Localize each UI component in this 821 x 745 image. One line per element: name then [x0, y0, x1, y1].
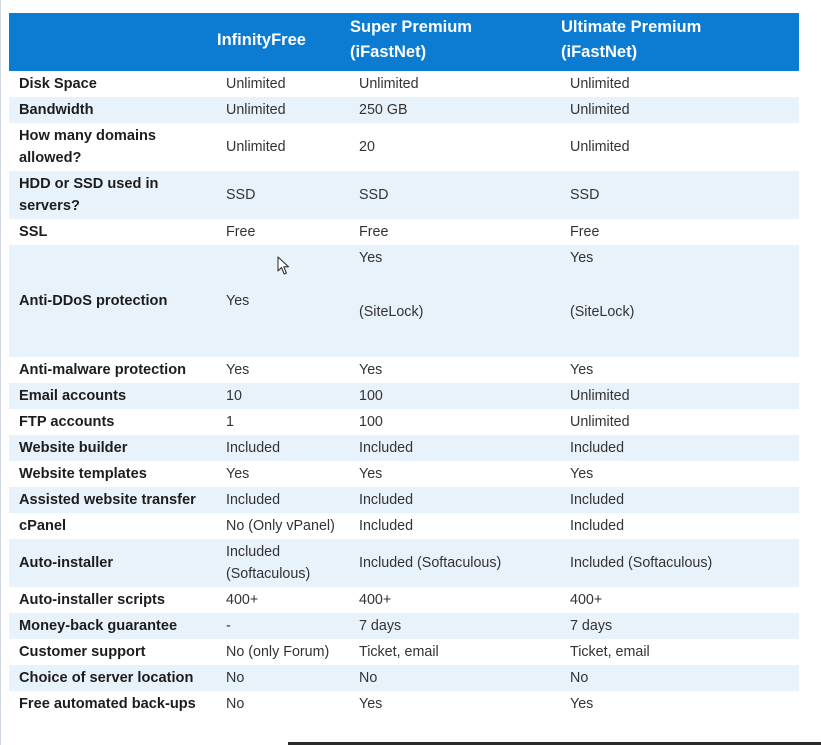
- header-super-premium: Super Premium (iFastNet): [350, 13, 561, 71]
- row-label: Website templates: [19, 466, 147, 482]
- table-row: [9, 613, 799, 639]
- ddos-gap: [359, 323, 561, 355]
- row-label: Bandwidth: [9, 97, 217, 123]
- table-header-row: [9, 13, 799, 71]
- cell-ultimate-premium: Unlimited: [570, 414, 630, 430]
- table-row: [9, 639, 799, 665]
- row-label: Free automated back-ups: [19, 696, 196, 712]
- cell-ultimate-premium: No: [561, 665, 799, 691]
- cell-super-premium: Ticket, email: [359, 644, 439, 660]
- cell-infinityfree: No (Only vPanel): [226, 518, 335, 534]
- cell-ultimate-premium: Yes: [570, 362, 594, 378]
- ddos-gap: [359, 269, 561, 301]
- cell-ultimate-premium: Included: [561, 487, 799, 513]
- cell-super-premium: 7 days: [350, 613, 561, 639]
- table-row: [9, 97, 799, 123]
- table-row: [9, 219, 799, 245]
- table-row: [9, 539, 799, 587]
- ddos-ultimate-first: Yes: [570, 250, 594, 266]
- table-row: [9, 461, 799, 487]
- cell-ultimate-premium: SSD: [561, 171, 799, 219]
- ddos-super-first: Yes: [359, 250, 383, 266]
- row-label: Anti-malware protection: [19, 362, 187, 378]
- row-label: Disk Space: [19, 76, 97, 92]
- cell-ultimate-premium: Included: [570, 518, 625, 534]
- table-row: [9, 357, 799, 383]
- table-row: [9, 691, 799, 717]
- cell-infinityfree: 10: [217, 383, 350, 409]
- cell-super-premium: Free: [359, 224, 389, 240]
- cell-super-premium: SSD: [350, 171, 561, 219]
- cell-super-premium: 100: [350, 383, 561, 409]
- table-row: [9, 383, 799, 409]
- cell-infinityfree: -: [217, 613, 350, 639]
- row-label: HDD or SSD used in servers?: [9, 171, 217, 219]
- cell-super-premium: Yes: [359, 696, 383, 712]
- cell-ultimate-premium: 400+: [570, 592, 603, 608]
- cell-super-premium: Yes: [359, 466, 383, 482]
- row-label: Email accounts: [9, 383, 217, 409]
- cell-super-premium: Unlimited: [359, 76, 419, 92]
- cell-infinityfree: No: [226, 696, 245, 712]
- cell-infinityfree: 400+: [226, 592, 259, 608]
- ddos-gap: [570, 323, 799, 355]
- cell-super-premium: [350, 245, 561, 357]
- cell-infinityfree: Unlimited: [217, 97, 350, 123]
- row-label: Choice of server location: [9, 665, 217, 691]
- row-label: Website builder: [9, 435, 217, 461]
- cell-infinityfree: Yes: [217, 245, 350, 357]
- cell-ultimate-premium: Ticket, email: [570, 644, 650, 660]
- row-label: SSL: [19, 224, 48, 240]
- header-infinityfree: InfinityFree: [217, 13, 350, 71]
- cell-super-premium: Included: [350, 487, 561, 513]
- left-border: [0, 0, 1, 745]
- cell-ultimate-premium: Unlimited: [561, 383, 799, 409]
- table-row: [9, 71, 799, 97]
- table-row: [9, 123, 799, 171]
- row-label: Auto-installer scripts: [19, 592, 165, 608]
- hosting-comparison-table: [9, 13, 799, 717]
- cell-super-premium: 20: [359, 139, 375, 155]
- header-feature: [9, 13, 217, 71]
- cell-super-premium: Included: [350, 435, 561, 461]
- cell-super-premium: No: [350, 665, 561, 691]
- cell-ultimate-premium: Included: [561, 435, 799, 461]
- cell-infinityfree: Unlimited: [226, 139, 286, 155]
- cell-super-premium: 400+: [359, 592, 392, 608]
- ddos-gap: [570, 269, 799, 301]
- table-row: [9, 435, 799, 461]
- cell-super-premium: 250 GB: [350, 97, 561, 123]
- row-label: Assisted website transfer: [9, 487, 217, 513]
- cell-infinityfree: Free: [226, 224, 256, 240]
- mouse-pointer-icon: [277, 256, 291, 276]
- table-row: [9, 587, 799, 613]
- row-label: Auto-installer: [9, 539, 217, 587]
- cell-infinityfree: Included: [217, 487, 350, 513]
- row-label: Customer support: [19, 644, 146, 660]
- ddos-super-second: (SiteLock): [359, 304, 424, 320]
- cell-ultimate-premium: Unlimited: [570, 139, 630, 155]
- ddos-ultimate-second: (SiteLock): [570, 304, 635, 320]
- cell-infinityfree: Unlimited: [226, 76, 286, 92]
- cell-infinityfree: No (only Forum): [226, 644, 330, 660]
- cell-ultimate-premium: Unlimited: [561, 97, 799, 123]
- cell-ultimate-premium: Unlimited: [570, 76, 630, 92]
- table-row: [9, 171, 799, 219]
- cell-super-premium: 100: [359, 414, 383, 430]
- cell-super-premium: Included (Softaculous): [350, 539, 561, 587]
- cell-infinityfree: No: [217, 665, 350, 691]
- cell-ultimate-premium: Yes: [570, 466, 594, 482]
- cell-ultimate-premium: 7 days: [561, 613, 799, 639]
- cell-ultimate-premium: Yes: [570, 696, 594, 712]
- row-label: cPanel: [19, 518, 67, 534]
- cell-infinityfree: 1: [226, 414, 234, 430]
- cell-ultimate-premium: Free: [570, 224, 600, 240]
- row-label: How many domains allowed?: [19, 128, 157, 166]
- cell-infinityfree: Yes: [226, 362, 250, 378]
- table-row: [9, 245, 799, 357]
- header-ultimate-premium: Ultimate Premium (iFastNet): [561, 13, 799, 71]
- table-row: [9, 409, 799, 435]
- cell-super-premium: Yes: [359, 362, 383, 378]
- row-label: FTP accounts: [19, 414, 115, 430]
- table-row: [9, 487, 799, 513]
- cell-infinityfree: Included: [217, 435, 350, 461]
- cell-ultimate-premium: [561, 245, 799, 357]
- row-label: Anti-DDoS protection: [9, 245, 217, 357]
- cell-super-premium: Included: [359, 518, 414, 534]
- table-row: [9, 513, 799, 539]
- table-row: [9, 665, 799, 691]
- row-label: Money-back guarantee: [9, 613, 217, 639]
- cell-infinityfree: Included (Softaculous): [217, 539, 350, 587]
- cell-infinityfree: Yes: [226, 466, 250, 482]
- cell-ultimate-premium: Included (Softaculous): [561, 539, 799, 587]
- cell-infinityfree: SSD: [217, 171, 350, 219]
